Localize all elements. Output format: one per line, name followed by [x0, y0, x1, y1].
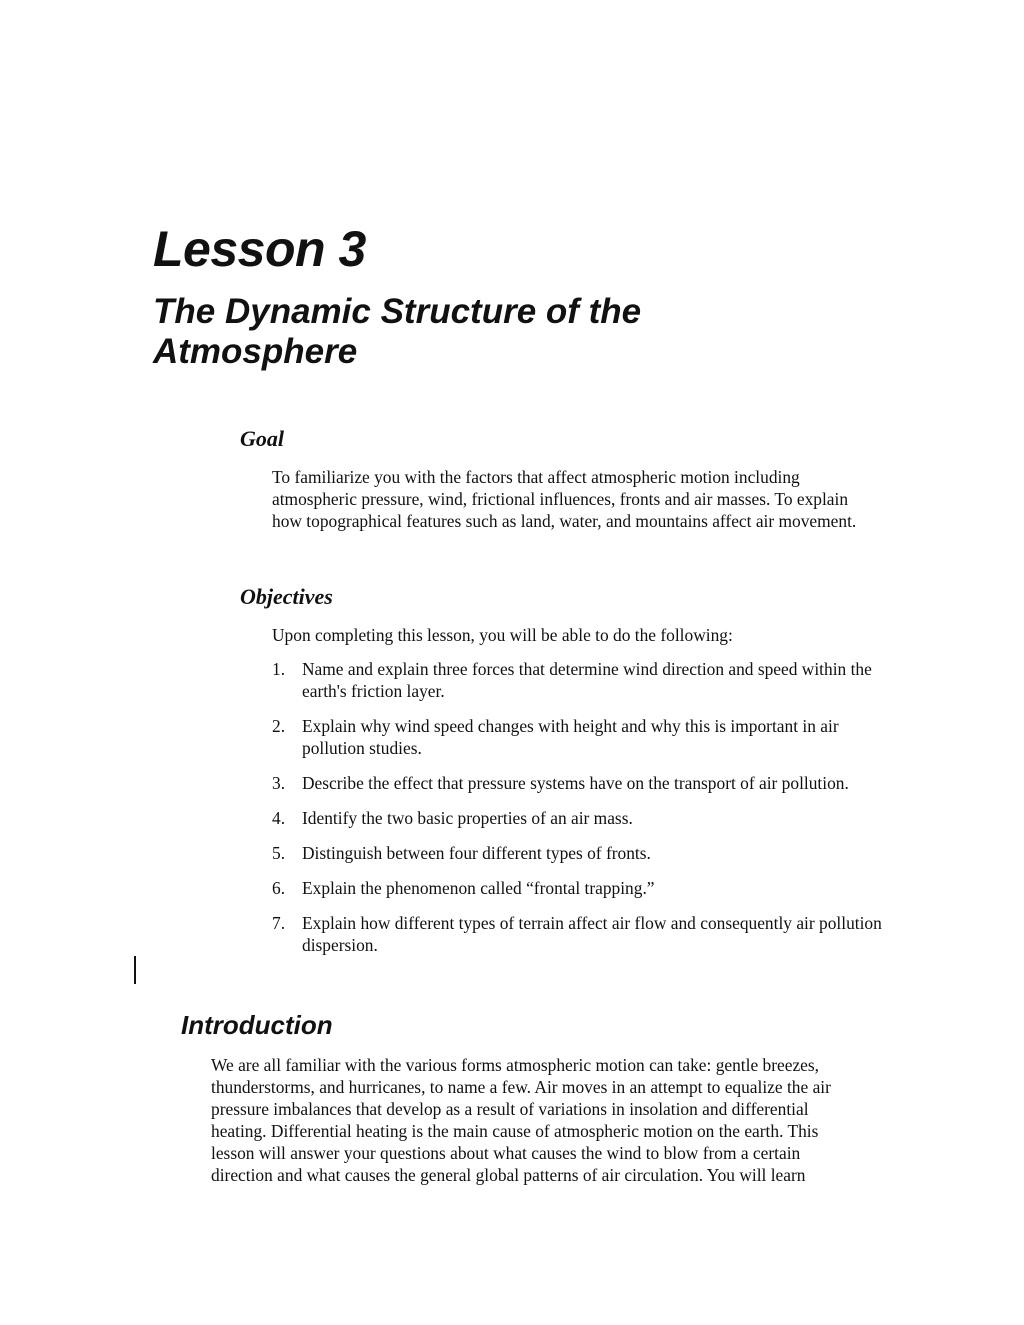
lesson-title: The Dynamic Structure of the Atmosphere [153, 292, 642, 371]
objective-item [272, 772, 882, 794]
objective-text: Explain the phenomenon called “frontal trapping.” [302, 878, 655, 898]
objective-item [272, 807, 882, 829]
objectives-heading: Objectives [240, 584, 333, 609]
objective-text: Explain how different types of terrain affect air flow and consequently air pollution dispersion. [302, 913, 882, 955]
objective-number: 6. [272, 878, 286, 898]
introduction-line: lesson will answer your questions about what causes the wind to blow from a certain [211, 1143, 801, 1163]
objective-text: Distinguish between four different types of fronts. [302, 843, 651, 863]
objective-text: Name and explain three forces that determine wind direction and speed within the earth's friction layer. [302, 659, 872, 701]
introduction-heading: Introduction [181, 1010, 333, 1040]
objective-text: Identify the two basic properties of an air mass. [302, 808, 633, 828]
objectives-intro: Upon completing this lesson, you will be able to do the following: [272, 625, 733, 645]
introduction-line: pressure imbalances that develop as a result of variations in insolation and differential [211, 1099, 809, 1119]
introduction-line: We are all familiar with the various forms atmospheric motion can take: gentle breezes, [211, 1055, 820, 1075]
lesson-number: Lesson 3 [153, 221, 366, 277]
objective-number: 1. [272, 659, 286, 679]
objective-item [272, 658, 882, 702]
introduction-line: direction and what causes the general global patterns of air circulation. You will learn [211, 1165, 806, 1185]
objective-text: Explain why wind speed changes with height and why this is important in air pollution studies. [302, 716, 839, 758]
introduction-line: thunderstorms, and hurricanes, to name a few. Air moves in an attempt to equalize the air [211, 1077, 831, 1097]
introduction-line: heating. Differential heating is the main cause of atmospheric motion on the earth. This [211, 1121, 819, 1141]
revision-change-bar [134, 956, 136, 984]
objective-number: 7. [272, 913, 286, 933]
objective-item [272, 842, 882, 864]
objective-number: 3. [272, 773, 286, 793]
introduction-text [211, 1054, 881, 1186]
objective-item [272, 912, 882, 956]
objective-number: 5. [272, 843, 286, 863]
goal-text: To familiarize you with the factors that affect atmospheric motion including atmospheric pressure, wind, frictional influences, fronts and air masses. To explain how topographical features such as land, water, and mountains affect air movement. [272, 467, 857, 531]
objectives-list [272, 658, 882, 969]
objective-number: 4. [272, 808, 286, 828]
objective-item [272, 877, 882, 899]
goal-heading: Goal [240, 426, 284, 451]
objective-number: 2. [272, 716, 286, 736]
objective-item [272, 715, 882, 759]
objective-text: Describe the effect that pressure systems have on the transport of air pollution. [302, 773, 849, 793]
